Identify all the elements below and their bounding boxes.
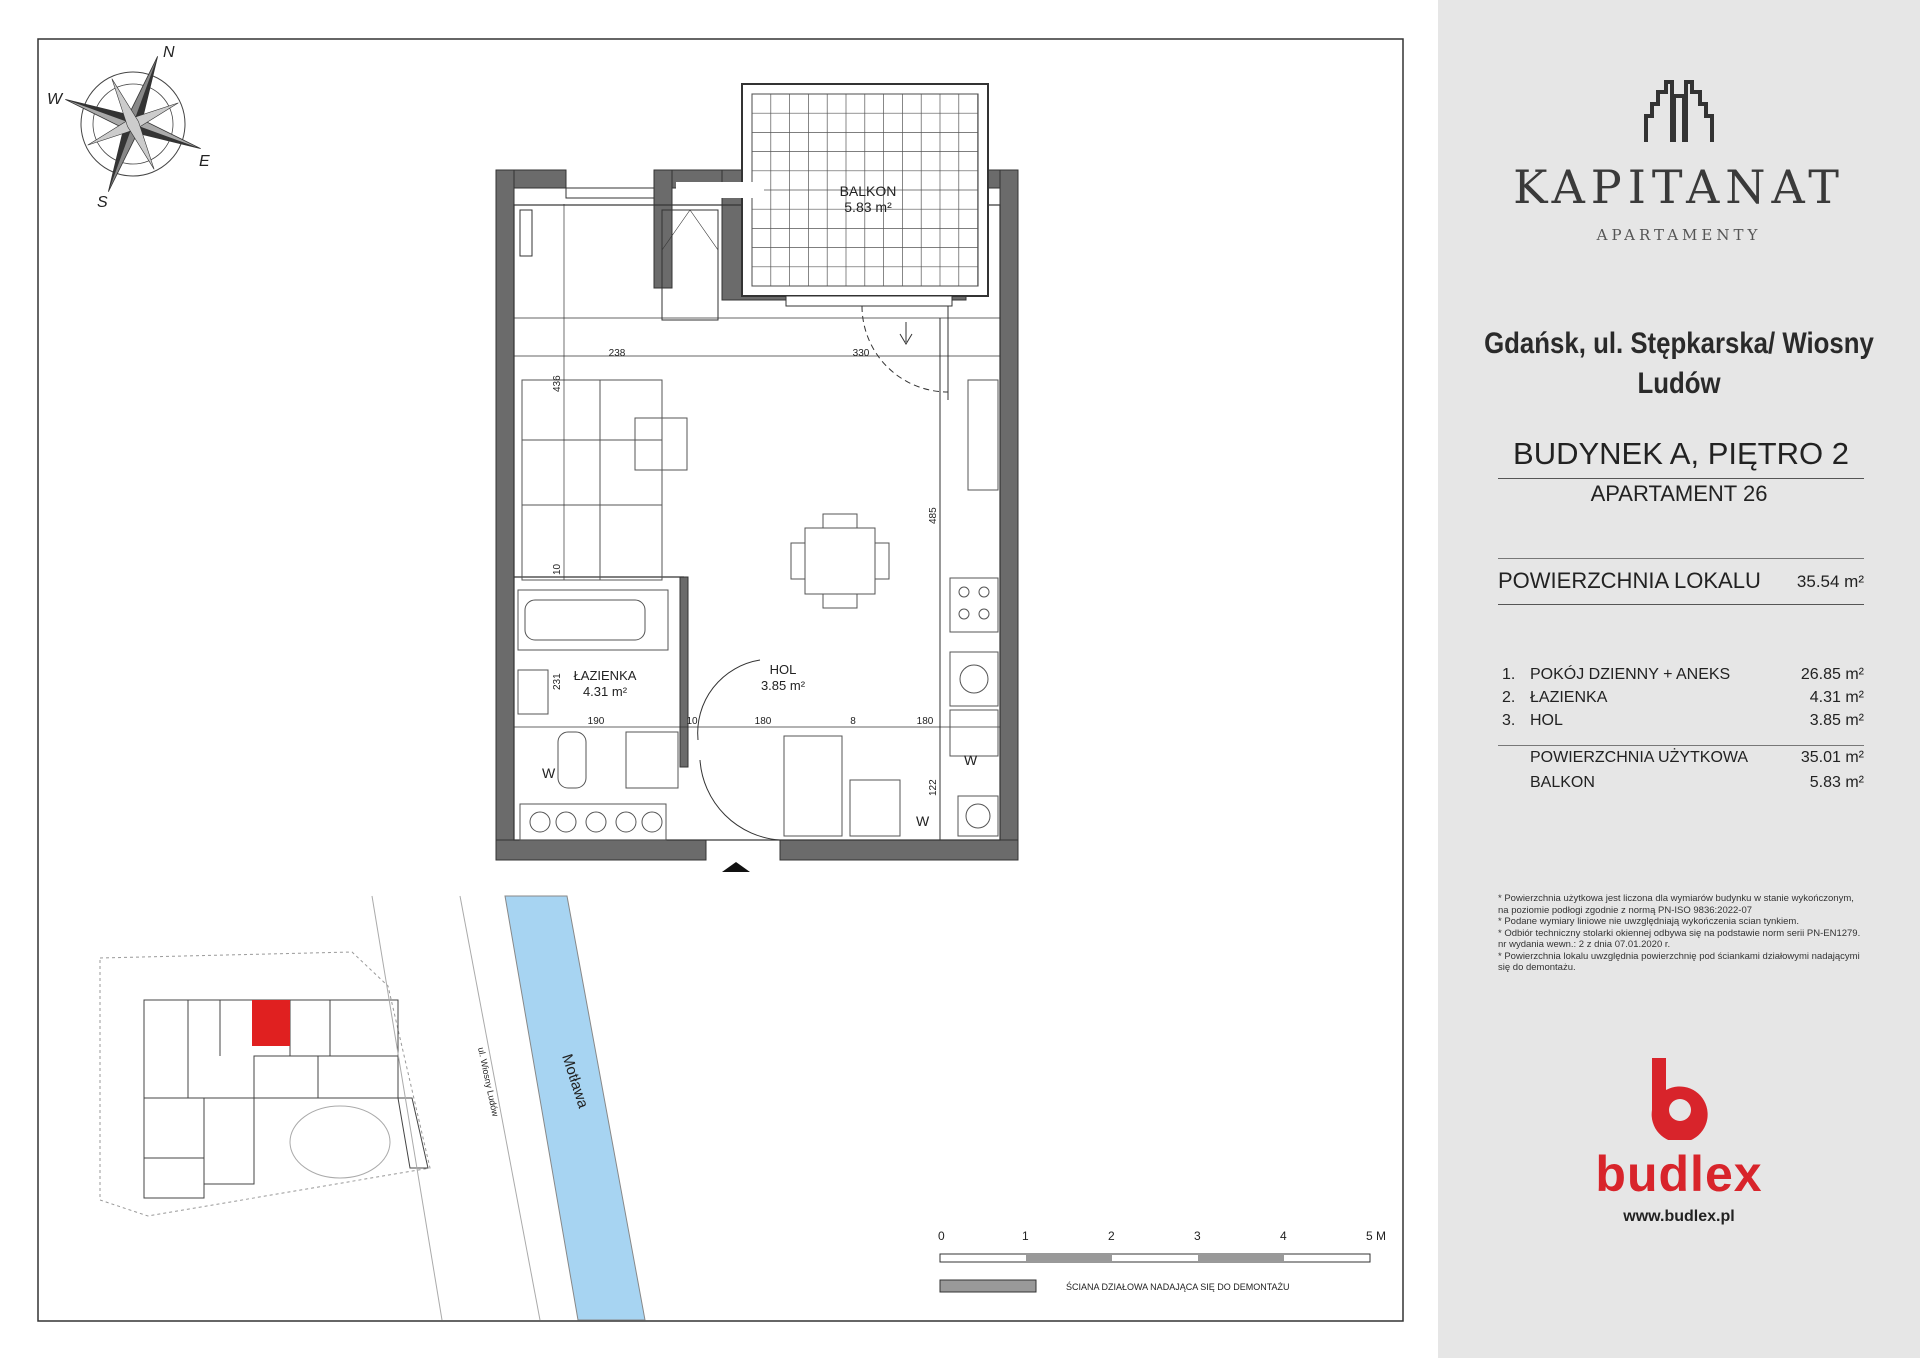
hol-area: 3.85 m² (760, 678, 806, 693)
building-floor: BUDYNEK A, PIĘTRO 2 (1498, 436, 1864, 479)
room-area: 3.85 m² (1809, 712, 1864, 729)
brand-subtitle: APARTAMENTY (1596, 226, 1762, 244)
dim-330: 330 (852, 348, 870, 359)
developer-name: budlex (1595, 1146, 1763, 1202)
apartment-number: APARTAMENT 26 (1590, 481, 1768, 506)
balkon-area: 5.83 m² (844, 199, 892, 215)
dim-10a: 10 (552, 563, 563, 575)
footnote: * Podane wymiary liniowe nie uwzględniają wykończenia scian tynkiem. (1498, 916, 1799, 927)
total-area-label: POWIERZCHNIA LOKALU (1498, 568, 1761, 593)
dim-238: 238 (608, 348, 626, 359)
scale-tick-2: 2 (1108, 1229, 1115, 1243)
room-area: 4.31 m² (1809, 689, 1864, 706)
river-label: Motława (558, 1051, 592, 1111)
info-panel (1438, 0, 1920, 1358)
w-marker-3: W (964, 752, 978, 768)
developer-website[interactable]: www.budlex.pl (1623, 1208, 1735, 1225)
sofa (522, 380, 687, 580)
apartment-highlight (252, 1000, 290, 1046)
room-num: 1. (1502, 666, 1516, 683)
footnote: * Powierzchnia użytkowa jest liczona dla wymiarów budynku w stanie wykończonym, na poziomie podłogi zgodnie z normą PN-ISO 9836:2022-07 (1498, 893, 1854, 916)
balcony-value: 5.83 m² (1809, 774, 1864, 791)
room-name: ŁAZIENKA (1530, 689, 1608, 706)
room-num: 2. (1502, 689, 1516, 706)
dim-10b: 10 (686, 716, 698, 727)
room-name: HOL (1530, 712, 1563, 729)
usable-area-block (1498, 745, 1864, 797)
scale-tick-0: 0 (938, 1229, 945, 1243)
footnote: * Odbiór techniczny stolarki okiennej odbywa się na podstawie norm serii PN-EN1279. nr wydania wewn.: 2 z dnia 07.01.2020 r. (1498, 927, 1861, 950)
room-list (1498, 666, 1864, 735)
room-name: POKÓJ DZIENNY + ANEKS (1530, 666, 1731, 683)
room-area: 26.85 m² (1800, 666, 1864, 683)
brand-name: KAPITANAT (1513, 160, 1845, 214)
balcony-label: BALKON (1530, 774, 1595, 791)
scale-bar (938, 1229, 1386, 1292)
kitchen (950, 380, 998, 756)
street-label: ul. Wiosny Ludów (476, 1046, 501, 1118)
list-item (1498, 666, 1864, 689)
total-area-value: 35.54 m² (1796, 572, 1864, 591)
footnotes (1498, 893, 1864, 974)
dim-180b: 180 (916, 716, 934, 727)
usable-row (1498, 749, 1864, 774)
entrance-arrow-icon (722, 862, 750, 872)
budlex-logo-icon (1638, 1054, 1720, 1140)
kapitanat-logo-icon (1638, 76, 1720, 144)
dim-231: 231 (552, 673, 563, 690)
compass-rose-icon (41, 32, 226, 217)
divider (1498, 558, 1864, 559)
compass-e: E (199, 153, 210, 170)
w-marker-1: W (542, 765, 556, 781)
dim-180a: 180 (754, 716, 772, 727)
dining-table (791, 514, 889, 608)
scale-tick-3: 3 (1194, 1229, 1201, 1243)
dim-190: 190 (587, 716, 605, 727)
scale-tick-5: 5 M (1366, 1229, 1387, 1243)
list-item (1498, 712, 1864, 735)
footnote: * Powierzchnia lokalu uwzględnia powierzchnię pod ściankami działowymi nadającymi się do demontażu. (1498, 950, 1860, 973)
list-item (1498, 689, 1864, 712)
w-marker-2: W (916, 813, 930, 829)
compass-n: N (163, 44, 175, 61)
street-edge-1 (372, 896, 442, 1320)
dim-436: 436 (552, 375, 563, 392)
scale-legend: ŚCIANA DZIAŁOWA NADAJĄCA SIĘ DO DEMONTAŻU (1066, 1282, 1290, 1292)
usable-label: POWIERZCHNIA UŻYTKOWA (1530, 749, 1749, 766)
scale-tick-1: 1 (1022, 1229, 1029, 1243)
total-area-row (1498, 566, 1864, 605)
window-top (566, 188, 654, 198)
compass-w: W (47, 91, 63, 108)
dim-8: 8 (850, 716, 856, 727)
lazienka-label: ŁAZIENKA (573, 668, 637, 683)
lazienka-area: 4.31 m² (582, 684, 628, 699)
site-plan (100, 952, 430, 1216)
dim-122: 122 (928, 779, 939, 796)
usable-value: 35.01 m² (1800, 749, 1864, 766)
scale-tick-4: 4 (1280, 1229, 1287, 1243)
compass-s: S (97, 194, 108, 211)
balkon-label: BALKON (839, 183, 897, 199)
room-num: 3. (1502, 712, 1516, 729)
hol-label: HOL (769, 662, 797, 677)
balcony-row (1498, 774, 1864, 797)
dim-485: 485 (928, 507, 939, 524)
address: Gdańsk, ul. Stępkarska/ Wiosny Ludów (1484, 327, 1874, 400)
